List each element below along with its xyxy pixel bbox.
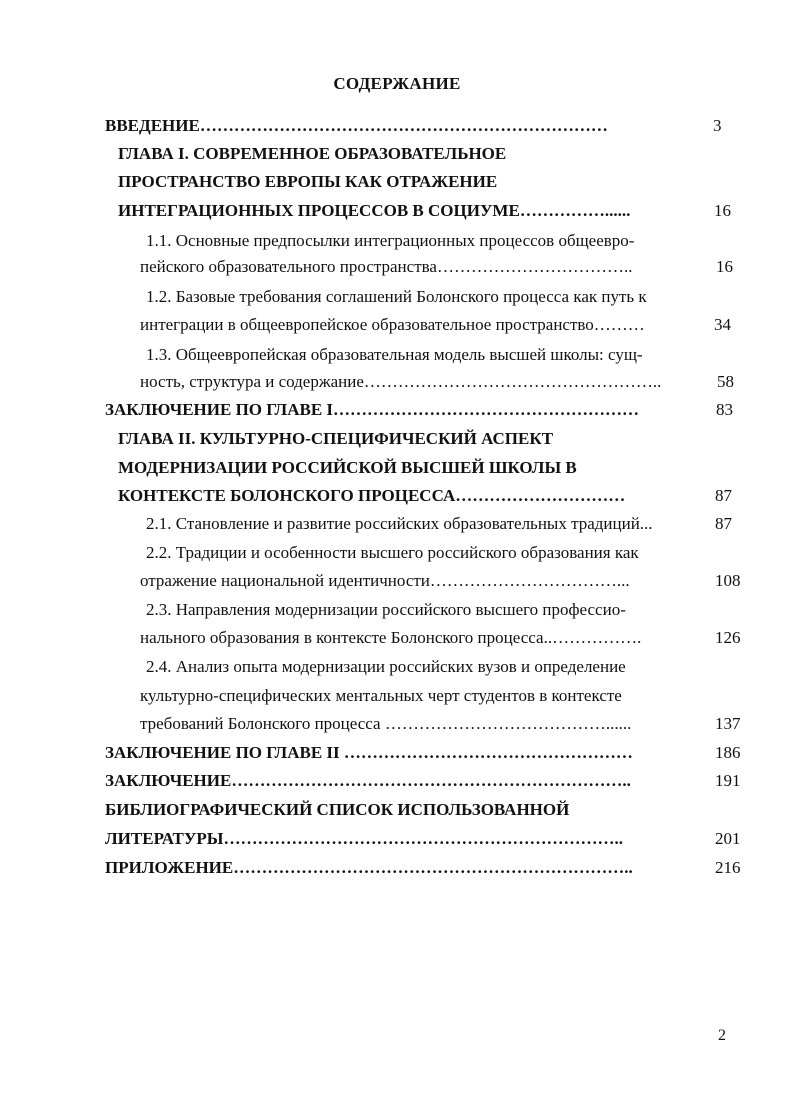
toc-entry-text: ность, структура и содержание…………………………………………….. [140,372,662,391]
toc-entry-text: 2.4. Анализ опыта модернизации российских вузов и определение [146,657,626,676]
toc-entry-text: ВВЕДЕНИЕ……………………………………………………………… [105,116,608,135]
toc-entry-text: ПРОСТРАНСТВО ЕВРОПЫ КАК ОТРАЖЕНИЕ [118,172,498,191]
toc-entry-page: 58 [717,372,734,391]
toc-entry-page: 83 [716,400,733,419]
toc-entry-text: 2.3. Направления модернизации российского высшего профессио- [146,600,626,619]
page-title: СОДЕРЖАНИЕ [333,74,461,93]
toc-entry-page: 186 [715,743,741,762]
toc-entry-text: 2.1. Становление и развитие российских образовательных традиций... [146,514,653,533]
toc-entry-page: 201 [715,829,741,848]
toc-entry-page: 108 [715,571,741,590]
toc-entry-page: 191 [715,771,741,790]
toc-entry-text: 1.3. Общеевропейская образовательная модель высшей школы: сущ- [146,345,643,364]
toc-entry-text: ГЛАВА I. СОВРЕМЕННОЕ ОБРАЗОВАТЕЛЬНОЕ [118,144,507,163]
toc-entry-page: 216 [715,858,741,877]
toc-entry-text: отражение национальной идентичности……………………………... [140,571,630,590]
toc-entry-text: интеграции в общеевропейское образовательное пространство……… [140,315,645,334]
toc-entry-page: 16 [714,201,731,220]
page-number: 2 [718,1027,726,1044]
toc-entry-page: 16 [716,257,733,276]
toc-entry-text: пейского образовательного пространства…………………………….. [140,257,633,276]
toc-entry-text: культурно-специфических ментальных черт студентов в контексте [140,686,622,705]
toc-entry-text: 1.1. Основные предпосылки интеграционных процессов общеевро- [146,231,635,250]
toc-entry-page: 87 [715,514,732,533]
toc-entry-text: ЗАКЛЮЧЕНИЕ…………………………………………………………….. [105,771,631,790]
toc-entry-page: 3 [713,116,722,135]
toc-entry-text: требований Болонского процесса …………………………………...... [140,714,632,733]
toc-entry-page: 126 [715,628,741,647]
toc-entry-text: ИНТЕГРАЦИОННЫХ ПРОЦЕССОВ В СОЦИУМЕ……………...... [118,201,631,220]
toc-entry-text: ЗАКЛЮЧЕНИЕ ПО ГЛАВЕ II …………………………………………… [105,743,633,762]
toc-entry-text: нального образования в контексте Болонского процесса..……………. [140,628,642,647]
toc-entry-text: 1.2. Базовые требования соглашений Болонского процесса как путь к [146,287,647,306]
toc-entry-text: ЛИТЕРАТУРЫ…………………………………………………………….. [105,829,623,848]
toc-entry-text: ПРИЛОЖЕНИЕ…………………………………………………………….. [105,858,633,877]
toc-entry-text: ГЛАВА II. КУЛЬТУРНО-СПЕЦИФИЧЕСКИЙ АСПЕКТ [118,429,554,448]
toc-entry-page: 137 [715,714,741,733]
toc-entry-text: ЗАКЛЮЧЕНИЕ ПО ГЛАВЕ I……………………………………………… [105,400,640,419]
toc-entry-text: 2.2. Традиции и особенности высшего российского образования как [146,543,639,562]
toc-entry-text: БИБЛИОГРАФИЧЕСКИЙ СПИСОК ИСПОЛЬЗОВАННОЙ [105,800,570,819]
toc-entry-page: 87 [715,486,732,505]
toc-entry-text: МОДЕРНИЗАЦИИ РОССИЙСКОЙ ВЫСШЕЙ ШКОЛЫ В [118,458,577,477]
toc-entry-page: 34 [714,315,731,334]
toc-entry-text: КОНТЕКСТЕ БОЛОНСКОГО ПРОЦЕССА………………………… [118,486,626,505]
